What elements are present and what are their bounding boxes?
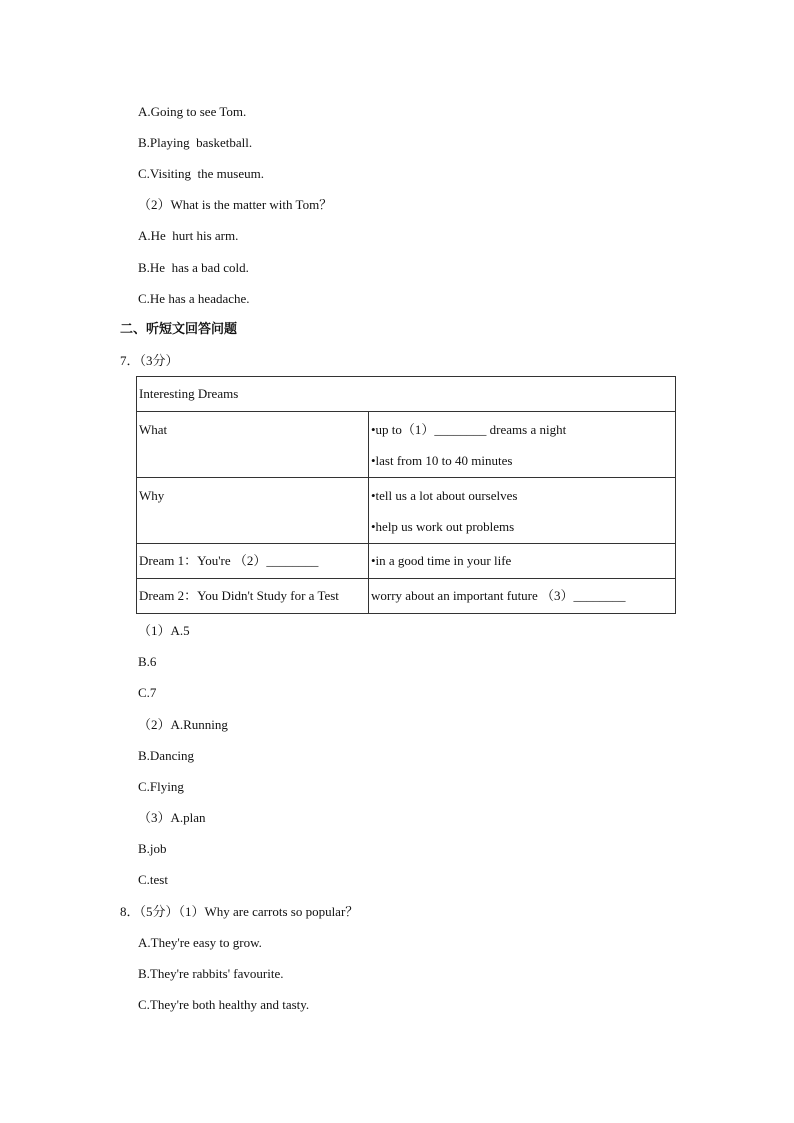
- q8-option-c: C.They're both healthy and tasty.: [138, 997, 310, 1012]
- q7-header: 7．（3分）: [120, 353, 179, 368]
- table-cell-line: worry about an important future （3）________: [371, 588, 626, 603]
- table-cell-line: •help us work out problems: [371, 519, 515, 534]
- q7-answer-3b: B.job: [138, 841, 167, 856]
- table-cell-dream-2-detail: [369, 579, 676, 614]
- q6-2-option-b: B.He has a bad cold.: [138, 260, 249, 275]
- q7-answer-1b: B.6: [138, 654, 157, 669]
- table-row: [137, 377, 676, 412]
- table-cell-line: •in a good time in your life: [371, 553, 512, 568]
- table-row: [137, 544, 676, 579]
- q6-option-b: B.Playing basketball.: [138, 135, 253, 150]
- table-row: [137, 412, 676, 478]
- q8-option-a: A.They're easy to grow.: [138, 935, 262, 950]
- table-cell-why-detail: [369, 478, 676, 544]
- table-cell-dream-2: Dream 2：You Didn't Study for a Test: [137, 579, 369, 614]
- q6-2-option-a: A.He hurt his arm.: [138, 228, 239, 243]
- table-cell-line: •tell us a lot about ourselves: [371, 488, 518, 503]
- q8-option-b: B.They're rabbits' favourite.: [138, 966, 284, 981]
- q6-2-option-c: C.He has a headache.: [138, 291, 250, 306]
- section-heading: 二、听短文回答问题: [120, 322, 238, 337]
- q7-answer-2b: B.Dancing: [138, 748, 194, 763]
- q6-option-c: C.Visiting the museum.: [138, 166, 264, 181]
- q7-answer-1c: C.7: [138, 685, 157, 700]
- table-cell-why: Why: [137, 478, 369, 544]
- dreams-table: [136, 376, 676, 614]
- q7-answer-1a: （1）A.5: [138, 623, 190, 638]
- q8-header: 8．（5分）（1）Why are carrots so popular？: [120, 904, 359, 919]
- q7-answer-3a: （3）A.plan: [138, 810, 206, 825]
- q6-option-a: A.Going to see Tom.: [138, 104, 247, 119]
- table-cell-line: •up to（1）________ dreams a night: [371, 422, 567, 437]
- table-title: Interesting Dreams: [137, 377, 676, 412]
- q7-answer-2a: （2）A.Running: [138, 717, 228, 732]
- q7-answer-3c: C.test: [138, 872, 168, 887]
- table-cell-line: •last from 10 to 40 minutes: [371, 453, 513, 468]
- table-row: [137, 478, 676, 544]
- table-cell-dream-1: Dream 1：You're （2）________: [137, 544, 369, 579]
- q7-answer-2c: C.Flying: [138, 779, 184, 794]
- table-cell-what-detail: [369, 412, 676, 478]
- q6-sub-question-2: （2）What is the matter with Tom？: [138, 197, 333, 212]
- table-cell-what: What: [137, 412, 369, 478]
- table-cell-dream-1-detail: [369, 544, 676, 579]
- table-row: [137, 579, 676, 614]
